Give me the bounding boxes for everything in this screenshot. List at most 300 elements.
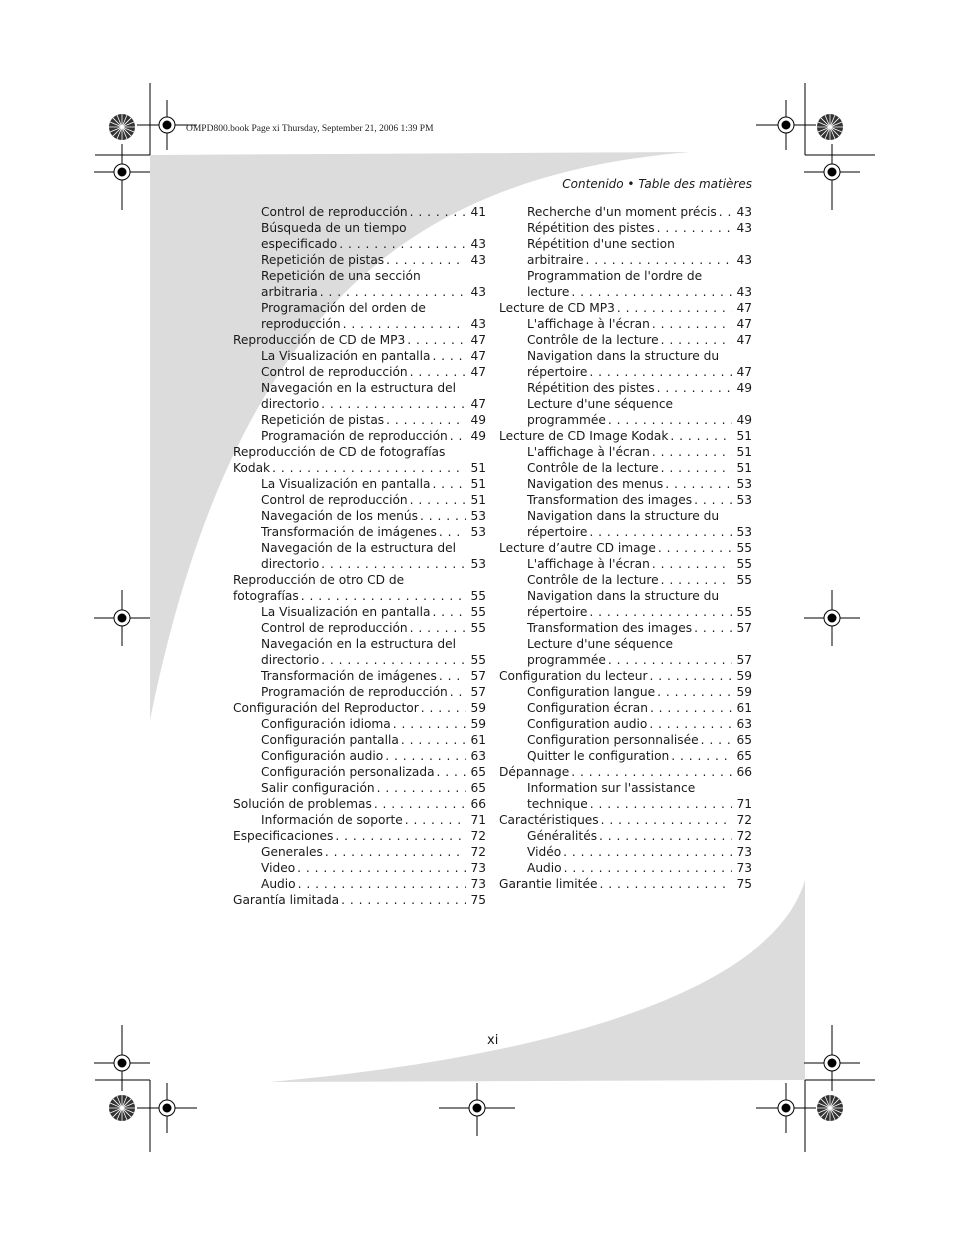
toc-entry <box>233 572 486 588</box>
toc-entry <box>233 268 486 284</box>
toc-entry <box>233 332 486 348</box>
toc-entry-page: 43 <box>736 285 752 299</box>
dot-leader <box>339 892 466 908</box>
toc-entry-page: 75 <box>470 893 486 907</box>
toc-entry-title: Control de reproducción <box>261 621 408 635</box>
toc-entry-title: Contrôle de la lecture <box>527 461 659 475</box>
toc-entry-title: Control de reproducción <box>261 365 408 379</box>
dot-leader <box>647 716 732 732</box>
toc-entry-title: Garantie limitée <box>499 877 598 891</box>
toc-entry <box>233 444 486 460</box>
toc-entry <box>499 556 752 572</box>
toc-entry-page: 53 <box>470 525 486 539</box>
toc-entry <box>499 508 752 524</box>
toc-entry-page: 61 <box>736 701 752 715</box>
toc-entry-page: 65 <box>470 781 486 795</box>
toc-entry <box>499 444 752 460</box>
toc-entry-title: Navigation des menus <box>527 477 664 491</box>
toc-entry <box>233 716 486 732</box>
toc-entry-page: 47 <box>736 301 752 315</box>
toc-entry <box>499 860 752 876</box>
toc-entry-title: reproducción <box>261 317 341 331</box>
dot-leader <box>408 620 467 636</box>
toc-entry <box>233 684 486 700</box>
toc-entry <box>233 252 486 268</box>
dot-leader <box>599 812 733 828</box>
toc-entry-title: Reproducción de CD de MP3 <box>233 333 406 347</box>
dot-leader <box>299 588 467 604</box>
toc-entry-page: 72 <box>470 829 486 843</box>
dot-leader <box>647 668 732 684</box>
toc-entry <box>499 476 752 492</box>
toc-entry-title: programmée <box>527 653 606 667</box>
toc-entry-page: 71 <box>470 813 486 827</box>
dot-leader <box>655 220 733 236</box>
toc-entry-title: Répétition des pistes <box>527 221 655 235</box>
toc-entry-title: Información de soporte <box>261 813 403 827</box>
toc-entry-page: 43 <box>736 253 752 267</box>
toc-entry <box>499 748 752 764</box>
toc-entry <box>233 668 486 684</box>
toc-entry-title: Transformación de imágenes <box>261 525 437 539</box>
toc-entry-title: arbitraire <box>527 253 584 267</box>
toc-entry-page: 65 <box>470 765 486 779</box>
toc-entry-page: 55 <box>736 573 752 587</box>
toc-entry-title: Configuración del Reproductor <box>233 701 419 715</box>
toc-entry <box>499 588 752 604</box>
starburst-target-icon <box>817 114 843 140</box>
toc-entry <box>233 748 486 764</box>
toc-entry-title: Configuration audio <box>527 717 648 731</box>
toc-entry-page: 43 <box>736 205 752 219</box>
toc-entry <box>233 796 486 812</box>
toc-entry-title: Transformación de imágenes <box>261 669 437 683</box>
dot-leader <box>659 572 733 588</box>
toc-entry-page: 71 <box>736 797 752 811</box>
toc-entry-title: répertoire <box>527 525 588 539</box>
toc-entry-title: Caractéristiques <box>499 813 599 827</box>
dot-leader <box>319 396 466 412</box>
dot-leader <box>408 364 467 380</box>
toc-entry-page: 66 <box>470 797 486 811</box>
toc-entry-page: 55 <box>470 589 486 603</box>
dot-leader <box>375 780 467 796</box>
toc-entry-page: 55 <box>470 621 486 635</box>
toc-entry <box>499 636 752 652</box>
dot-leader <box>587 364 732 380</box>
toc-entry-title: La Visualización en pantalla <box>261 605 431 619</box>
dot-leader <box>587 604 732 620</box>
toc-entry-page: 49 <box>470 413 486 427</box>
dot-leader <box>648 700 733 716</box>
toc-entry-page: 55 <box>736 557 752 571</box>
toc-entry <box>499 204 752 220</box>
toc-entry-page: 47 <box>470 397 486 411</box>
toc-entry-title: Repetición de pistas <box>261 413 385 427</box>
toc-entry-page: 73 <box>736 861 752 875</box>
toc-entry-title: Contrôle de la lecture <box>527 333 659 347</box>
toc-entry-title: Recherche d'un moment précis <box>527 205 717 219</box>
toc-entry-page: 47 <box>736 317 752 331</box>
toc-entry <box>499 796 752 812</box>
toc-entry <box>499 700 752 716</box>
toc-entry-title: Information sur l'assistance <box>527 781 696 795</box>
dot-leader <box>333 828 466 844</box>
toc-entry-title: technique <box>527 797 588 811</box>
toc-entry <box>499 412 752 428</box>
toc-entry-page: 72 <box>470 845 486 859</box>
toc-entry-title: L'affichage à l'écran <box>527 445 650 459</box>
toc-entry-page: 55 <box>736 541 752 555</box>
dot-leader <box>656 540 733 556</box>
dot-leader <box>435 764 467 780</box>
toc-entry-page: 73 <box>736 845 752 859</box>
toc-entry-title: Repetición de una sección <box>261 269 421 283</box>
dot-leader <box>692 492 732 508</box>
toc-entry <box>233 892 486 908</box>
toc-entry-page: 53 <box>470 557 486 571</box>
toc-entry <box>233 844 486 860</box>
toc-entry-title: arbitraria <box>261 285 318 299</box>
toc-entry-page: 59 <box>470 701 486 715</box>
dot-leader <box>606 412 733 428</box>
toc-entry <box>233 812 486 828</box>
toc-entry <box>233 364 486 380</box>
toc-entry <box>499 668 752 684</box>
toc-entry-page: 53 <box>470 509 486 523</box>
dot-leader <box>418 508 466 524</box>
toc-entry <box>233 540 486 556</box>
toc-entry-page: 65 <box>736 733 752 747</box>
toc-entry <box>499 300 752 316</box>
toc-entry-page: 51 <box>736 445 752 459</box>
dot-leader <box>655 684 732 700</box>
toc-entry-title: Configuration du lecteur <box>499 669 648 683</box>
toc-entry-page: 47 <box>470 365 486 379</box>
toc-entry-title: Programmation de l'ordre de <box>527 269 703 283</box>
toc-entry <box>233 476 486 492</box>
dot-leader <box>403 812 467 828</box>
toc-entry-page: 43 <box>736 221 752 235</box>
dot-leader <box>408 492 467 508</box>
toc-entry-title: Répétition d'une section <box>527 237 675 251</box>
toc-entry-title: Reproducción de CD de fotografías <box>233 445 446 459</box>
toc-entry <box>233 284 486 300</box>
dot-leader <box>384 252 466 268</box>
toc-entry-title: Navegación de la estructura del <box>261 541 457 555</box>
toc-entry <box>233 236 486 252</box>
toc-entry <box>499 844 752 860</box>
toc-entry-title: Contrôle de la lecture <box>527 573 659 587</box>
toc-entry-title: L'affichage à l'écran <box>527 557 650 571</box>
dot-leader <box>399 732 467 748</box>
toc-entry <box>233 732 486 748</box>
toc-entry-page: 55 <box>470 653 486 667</box>
toc-entry <box>499 620 752 636</box>
toc-entry-title: Répétition des pistes <box>527 381 655 395</box>
toc-entry-title: Navigation dans la structure du <box>527 509 720 523</box>
toc-entry-title: Generales <box>261 845 323 859</box>
toc-entry-title: Navegación de los menús <box>261 509 418 523</box>
toc-entry-page: 49 <box>736 381 752 395</box>
dot-leader <box>337 236 466 252</box>
toc-entry-title: Reproducción de otro CD de <box>233 573 405 587</box>
toc-entry <box>233 604 486 620</box>
dot-leader <box>341 316 467 332</box>
toc-entry-title: Programación de reproducción <box>261 429 448 443</box>
page-number: xi <box>487 1033 499 1048</box>
dot-leader <box>408 204 467 220</box>
toc-entry-page: 59 <box>736 685 752 699</box>
toc-entry <box>499 380 752 396</box>
toc-entry-title: Configuración pantalla <box>261 733 399 747</box>
toc-entry-title: La Visualización en pantalla <box>261 477 431 491</box>
dot-leader <box>391 716 467 732</box>
toc-entry <box>233 380 486 396</box>
toc-entry-page: 53 <box>736 477 752 491</box>
toc-entry-page: 75 <box>736 877 752 891</box>
toc-entry <box>233 492 486 508</box>
dot-leader <box>717 204 733 220</box>
toc-entry <box>233 396 486 412</box>
toc-entry <box>233 588 486 604</box>
toc-entry-title: Généralités <box>527 829 598 843</box>
dot-leader <box>650 444 733 460</box>
toc-entry-page: 51 <box>736 429 752 443</box>
toc-entry-page: 57 <box>470 669 486 683</box>
toc-entry-page: 53 <box>736 525 752 539</box>
dot-leader <box>663 476 732 492</box>
toc-entry-title: Lecture d'une séquence <box>527 637 674 651</box>
toc-entry <box>499 732 752 748</box>
toc-entry <box>233 700 486 716</box>
toc-entry <box>233 460 486 476</box>
toc-entry-title: Control de reproducción <box>261 493 408 507</box>
toc-entry <box>233 412 486 428</box>
starburst-target-icon <box>817 1095 843 1121</box>
toc-entry-title: Navegación en la estructura del <box>261 381 457 395</box>
toc-entry <box>499 252 752 268</box>
toc-entry-title: Control de reproducción <box>261 205 408 219</box>
toc-entry <box>233 556 486 572</box>
toc-entry-title: directorio <box>261 653 320 667</box>
dot-leader <box>669 748 732 764</box>
toc-entry-title: Navegación en la estructura del <box>261 637 457 651</box>
dot-leader <box>319 556 466 572</box>
toc-entry-page: 51 <box>470 477 486 491</box>
toc-entry <box>233 524 486 540</box>
toc-entry-page: 61 <box>470 733 486 747</box>
toc-entry-page: 73 <box>470 861 486 875</box>
toc-entry <box>499 684 752 700</box>
dot-leader <box>692 620 732 636</box>
toc-entry <box>499 348 752 364</box>
toc-entry-title: Configuración idioma <box>261 717 391 731</box>
toc-entry-page: 49 <box>470 429 486 443</box>
starburst-target-icon <box>109 1095 135 1121</box>
toc-entry <box>233 620 486 636</box>
toc-entry-page: 63 <box>736 717 752 731</box>
toc-entry-page: 47 <box>470 333 486 347</box>
toc-entry-title: Navigation dans la structure du <box>527 349 720 363</box>
toc-entry-page: 49 <box>736 413 752 427</box>
toc-entry-title: Repetición de pistas <box>261 253 385 267</box>
dot-leader <box>319 652 466 668</box>
dot-leader <box>270 460 466 476</box>
dot-leader <box>699 732 733 748</box>
print-slug: OMPD800.book Page xi Thursday, September 21, 2006 1:39 PM <box>186 124 434 134</box>
toc-entry-title: Configuration langue <box>527 685 656 699</box>
toc-entry-page: 51 <box>470 493 486 507</box>
toc-entry-page: 66 <box>736 765 752 779</box>
dot-leader <box>569 764 732 780</box>
toc-entry <box>233 764 486 780</box>
toc-entry-title: répertoire <box>527 605 588 619</box>
toc-entry-title: Transformation des images <box>527 621 693 635</box>
toc-entry-page: 57 <box>470 685 486 699</box>
toc-entry <box>233 428 486 444</box>
toc-entry-page: 53 <box>736 493 752 507</box>
toc-entry <box>499 396 752 412</box>
toc-entry-page: 43 <box>470 253 486 267</box>
toc-entry-page: 72 <box>736 813 752 827</box>
toc-entry-title: Audio <box>261 877 296 891</box>
toc-entry-title: répertoire <box>527 365 588 379</box>
toc-entry-title: Programación de reproducción <box>261 685 448 699</box>
dot-leader <box>437 524 467 540</box>
toc-entry-title: Configuration écran <box>527 701 648 715</box>
toc-entry-title: Programación del orden de <box>261 301 426 315</box>
toc-entry <box>499 460 752 476</box>
gray-swoosh-shape-bottom <box>270 880 805 1082</box>
toc-entry-page: 59 <box>736 669 752 683</box>
toc-entry-page: 59 <box>470 717 486 731</box>
toc-column-spanish <box>233 204 486 908</box>
dot-leader <box>419 700 467 716</box>
toc-entry <box>233 300 486 316</box>
toc-entry-title: directorio <box>261 557 320 571</box>
toc-entry-title: Configuración personalizada <box>261 765 435 779</box>
dot-leader <box>562 860 733 876</box>
toc-entry <box>499 572 752 588</box>
dot-leader <box>588 796 733 812</box>
toc-entry-title: Solución de problemas <box>233 797 372 811</box>
toc-entry-title: Configuración audio <box>261 749 384 763</box>
dot-leader <box>659 460 733 476</box>
toc-entry-page: 47 <box>470 349 486 363</box>
toc-entry-page: 65 <box>736 749 752 763</box>
toc-entry-page: 55 <box>736 605 752 619</box>
toc-entry <box>233 828 486 844</box>
dot-leader <box>430 348 466 364</box>
toc-column-french <box>499 204 752 892</box>
toc-entry <box>233 348 486 364</box>
toc-entry <box>499 428 752 444</box>
toc-entry-title: Dépannage <box>499 765 570 779</box>
toc-entry-title: Lecture d'une séquence <box>527 397 674 411</box>
dot-leader <box>655 380 733 396</box>
toc-entry-title: Lecture de CD Image Kodak <box>499 429 669 443</box>
toc-entry <box>233 220 486 236</box>
dot-leader <box>668 428 732 444</box>
toc-entry-title: Búsqueda de un tiempo <box>261 221 407 235</box>
dot-leader <box>597 876 732 892</box>
toc-entry-page: 51 <box>736 461 752 475</box>
dot-leader <box>437 668 467 684</box>
toc-entry <box>233 652 486 668</box>
toc-entry <box>499 492 752 508</box>
toc-entry-title: La Visualización en pantalla <box>261 349 431 363</box>
toc-entry-title: Lecture de CD MP3 <box>499 301 615 315</box>
dot-leader <box>615 300 733 316</box>
dot-leader <box>296 876 467 892</box>
toc-entry-page: 41 <box>470 205 486 219</box>
toc-entry-title: Garantía limitada <box>233 893 340 907</box>
toc-entry-title: Lecture d’autre CD image <box>499 541 656 555</box>
toc-entry-title: programmée <box>527 413 606 427</box>
toc-entry <box>499 284 752 300</box>
toc-entry <box>233 508 486 524</box>
dot-leader <box>606 652 733 668</box>
toc-entry <box>233 204 486 220</box>
toc-entry-title: Audio <box>527 861 562 875</box>
toc-entry <box>233 316 486 332</box>
toc-entry <box>233 860 486 876</box>
toc-entry <box>499 220 752 236</box>
dot-leader <box>318 284 467 300</box>
toc-entry <box>499 812 752 828</box>
starburst-target-icon <box>109 114 135 140</box>
toc-entry <box>499 236 752 252</box>
toc-entry <box>233 636 486 652</box>
toc-entry <box>499 524 752 540</box>
dot-leader <box>384 412 466 428</box>
toc-entry-title: lecture <box>527 285 570 299</box>
toc-entry-page: 63 <box>470 749 486 763</box>
toc-entry-title: Quitter le configuration <box>527 749 670 763</box>
dot-leader <box>650 556 733 572</box>
toc-entry-title: Navigation dans la structure du <box>527 589 720 603</box>
dot-leader <box>323 844 467 860</box>
toc-entry <box>499 540 752 556</box>
dot-leader <box>650 316 733 332</box>
dot-leader <box>448 684 467 700</box>
toc-entry <box>233 876 486 892</box>
toc-entry-page: 73 <box>470 877 486 891</box>
toc-entry-page: 43 <box>470 237 486 251</box>
toc-entry-page: 47 <box>736 333 752 347</box>
toc-entry-page: 43 <box>470 285 486 299</box>
dot-leader <box>597 828 732 844</box>
toc-entry <box>499 652 752 668</box>
dot-leader <box>587 524 732 540</box>
dot-leader <box>372 796 467 812</box>
toc-entry-title: L'affichage à l'écran <box>527 317 650 331</box>
toc-entry-page: 51 <box>470 461 486 475</box>
toc-entry-page: 43 <box>470 317 486 331</box>
dot-leader <box>584 252 733 268</box>
dot-leader <box>569 284 732 300</box>
toc-entry-title: Configuration personnalisée <box>527 733 699 747</box>
toc-entry <box>499 876 752 892</box>
toc-entry <box>499 780 752 796</box>
toc-entry-title: Especificaciones <box>233 829 334 843</box>
dot-leader <box>561 844 732 860</box>
toc-entry <box>499 764 752 780</box>
dot-leader <box>448 428 467 444</box>
toc-entry-title: Video <box>261 861 296 875</box>
toc-entry-title: Kodak <box>233 461 271 475</box>
